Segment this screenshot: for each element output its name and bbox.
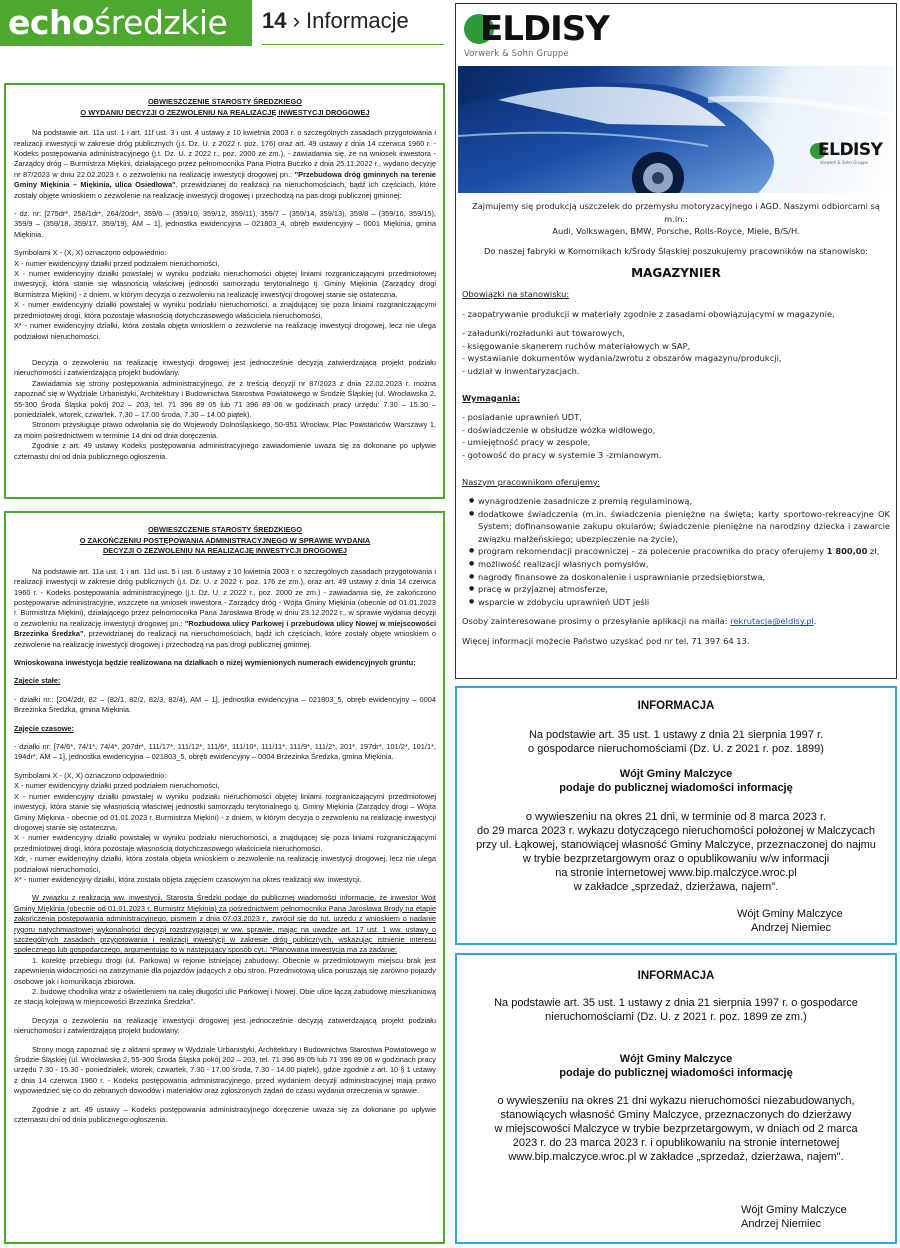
info-legal-basis: Na podstawie art. 35 ust. 1 ustawy z dnia 21 sierpnia 1997 r. o gospodarce nieruchomościami (Dz. U. z 2021 r. poz. 1899 ze zm.) [494,997,858,1023]
duty-item: - załadunki/rozładunki aut towarowych, [462,328,625,339]
car-photo [458,66,894,193]
notice-paragraph: X - numer ewidencyjny działki powstałej w wyniku podziału nieruchomości, a znajdującej się poza liniami rozgraniczającymi przedmiotowej drogi, która pozostaje własnością dotychczasowego właściciela nieruchomości, [14,300,436,320]
apply-line: Osoby zainteresowane prosimy o przesyłanie aplikacji na maila: rekrutacja@eldisy.pl. [462,616,817,627]
offer-item-referral: ● program rekomendacji pracowniczej – za polecenie pracownika do pracy oferujemy 1 800,00 zł, [478,545,890,558]
info-heading: Wójt Gminy Malczyce podaje do publicznej wiadomości informację [559,768,793,794]
offer-item: ● możliwość realizacji własnych pomysłów, [478,558,890,571]
eldisy-logo-text: ELDISY [480,9,609,49]
eldisy-tagline: Vorwerk & Sohn Gruppe [464,48,569,58]
notice-paragraph: Zgodnie z art. 49 ustawy – Kodeks postępowania administracyjnego doręczenie uważa się za dokonane po upływie czternastu dni od dnia publicznego ogłoszenia. [14,1104,436,1125]
notice-paragraph: Decyzja o zezwoleniu na realizację inwestycji drogowej jest jednocześnie decyzją zatwierdzającą projekt podziału nieruchomości i zatwierdzającą projekt budowlany. [14,357,436,378]
requirement-item: - umiejętność pracy w zespole, [462,437,591,448]
newspaper-logo-text [8,2,227,44]
notice-paragraph: X* - numer ewidencyjny działki, która została objęta wnioskiem o zezwolenie na realizację inwestycji drogowej, lecz nie ulega podziałowi nieruchomości. [14,321,436,341]
logo-bold-part: echo [8,3,95,42]
notice-paragraph: X - numer ewidencyjny działki przed podziałem nieruchomości, [14,258,220,268]
notice-decision-issued [4,83,445,499]
notice-paragraph: Stronom przysługuje prawo odwołania się do Wojewody Dolnośląskiego, 50-951 Wrocław, Plac Powstańców Warszawy 1, za moim pośrednictwem w terminie 14 dni od dnia doręczenia. [14,420,436,440]
info-box-lease [455,686,897,945]
ad-position-title: MAGAZYNIER [631,266,721,281]
info-box-lease-land [455,953,897,1244]
notice-title: OBWIESZCZENIE STAROSTY ŚREDZKIEGO O ZAKOŃCZENIU POSTĘPOWANIA ADMINISTRACYJNEGO W SPRAWIE WYDANIA DECYZJI O ZEZWOLENIU NA REALIZACJĘ INWESTYCJI DROGOWEJ [79,525,371,556]
ad-clients: Audi, Volkswagen, BMW, Porsche, Rolls-Royce, Miele, B/S/H. [552,226,800,237]
notice-subheading: Zajęcie czasowe: [14,723,74,733]
notice-paragraph: Symbolami X - (X, X) oznaczono odpowiednio: [14,770,167,780]
logo-rest-part: średzkie [94,3,228,42]
info-signature: Wójt Gminy Malczyce Andrzej Niemiec [737,908,843,934]
notice-paragraph: 1. korektę przebiegu drogi (ul. Parkowa) w rejonie istniejącej zabudowy. Obecnie w przedmiotowym miejscu brak jest zapewnienia widoczności na zatrzymanie dla pojazdów jadących z obu stron. Przedmiotową ulica poruszają się zarówno pojazdy osobowe jak i komunikacja zbiorowa. [14,955,436,986]
notice-paragraph: X - numer ewidencyjny działki powstałej w wyniku podziału nieruchomości, a znajdującej się poza liniami rozgraniczającymi przedmiotowej drogi, która pozostaje własnością dotychczasowego właściciela nieruchomości, [14,833,436,853]
notice-proceedings-completed [4,511,445,1244]
duties-heading: Obowiązki na stanowisku: [462,288,570,299]
offer-item: ● wsparcie w zdobyciu uprawnień UDT jeśli [478,596,890,609]
notice-paragraph: 2. budowę chodnika wraz z oświetleniem na całej długości ulic Parkowej i Nowej. Obie ulice łączą zabudowę mieszkaniową ze stacją kolejową w miejscowości Brzezinka Średzka". [14,987,436,1007]
requirements-heading: Wymagania: [462,392,521,403]
notice-paragraph: Na podstawie art. 11a ust. 1 i art. 11f ust. 3 i ust. 4 ustawy z 10 kwietnia 2003 r. o szczególnych zasadach przygotowania i realizacji inwestycji w zakresie dróg publicznych (j.t. Dz. U. z 2022 r. poz. 176) oraz art. 49 ustawy z dnia 14 czerwca 1960 r. - Kodeks postępowania administracyjnego (j.t. Dz. U. z 2022 r., poz. 2000 ze zm.), - zawiadamia się, że na wniosek inwestora - Zarządcy dróg – Burmistrza Miękini, działającego przez pełnomocnika Pana Piotra Buczko z dnia 25.11.2022 r., wydano decyzję nr 87/2023 w dniu 22.02.2023 r. o zezwoleniu na realizację inwestycji drogowej pn.: "Przebudowa dróg gminnych na terenie Gminy Miękinia – Miękinia, ulica Osiedlowa", przewidzianej do realizacji na nieruchomościach, bądź ich częściach, które zostały objęte wnioskiem o zezwolenie na realizację inwestycji drogowej i przechodzą na pas drogi publicznej gminnej: [14,128,436,200]
offer-heading: Naszym pracownikom oferujemy: [462,476,601,487]
notice-paragraph: Zawiadamia się strony postępowania administracyjnego, że z treścią decyzji nr 87/2023 z dnia 22.02.2023 r. można zapoznać się w Wydziale Urbanistyki, Architektury i Budownictwa Starostwa Powiatowego w Środzie Śląskiej (ul. Wrocławska 2, 55-300 Środa Śląska pokój 202 – 203, tel. 71 396 89 05 lub 71 396 89 06 w godzinach pracy urzędu: 7.30 – 15.30 – poniedziałek, wtorek, czwartek, 7.30 – 17.00 środa, 7.30 – 14.00 piątek). [14,378,436,419]
notice-paragraph: X - numer ewidencyjny działki powstałej w wyniku podziału nieruchomości objętej liniami rozgraniczającymi przedmiotowej inwestycji, która stanie się własnością właściwej jednostki samorządu terytorialnego tj. Gminy Miękinia (Zarządcy drogi – Wójta Gminy Miękinia - obecnie od 01.01.2023 r. Burmistrza Miękini) - z dniem, w którym decyzja o zezwoleniu na realizację inwestycji drogowej stanie się ostateczna, [14,791,436,832]
ad-header [456,4,896,66]
notice-paragraph: Symbolami X - (X, X) oznaczono odpowiednio: [14,248,167,258]
eldisy-small-logo-text: ELDISY [818,140,883,160]
notice-paragraph: Wnioskowana inwestycja będzie realizowana na działkach o niżej wymienionych numerach ewidencyjnych gruntu: [14,658,416,668]
requirement-item: - gotowość do pracy w systemie 3 -zmianowym. [462,449,662,460]
ad-body [462,200,890,648]
requirement-item: - doświadczenie w obsłudze wózka widłowego, [462,424,656,435]
notice-paragraph: Xdr, - numer ewidencyjny działki, która została objęta wnioskiem o zezwolenie na realizację inwestycji drogowej, lecz nie ulega podziałowi nieruchomości, [14,854,436,874]
requirement-item: - posiadanie uprawnień UDT, [462,412,582,423]
notice-paragraph: - działki nr.: [204/2dr, 82 – (82/1, 82/2, 82/3, 82/4), AM – 1], jednostka ewidencyjna – 021803_5, obręb ewidencyjny – 0004 Brzezinka Średzka, gmina Miękinia. [14,694,436,715]
duty-item: - udział w inwentaryzacjach. [462,365,580,376]
ad-recruitment-text: Do naszej fabryki w Komornikach k/Środy Śląskiej poszukujemy pracowników na stanowisko: [484,245,868,256]
info-heading: Wójt Gminy Malczyce podaje do publicznej wiadomości informację [559,1053,793,1079]
notice-subheading: Zajęcie stałe: [14,676,61,686]
duty-item: - zaopatrywanie produkcji w materiały zgodnie z zasadami obowiązującymi w magazynie, [462,308,835,319]
ad-intro: Zajmujemy się produkcją uszczelek do przemysłu motoryzacyjnego i AGD. Naszymi odbiorcami są m.in.: [472,201,880,224]
masthead [0,0,448,46]
info-title: INFORMACJA [637,970,715,982]
notice-paragraph: X - numer ewidencyjny działki powstałej w wyniku podziału nieruchomości objętej liniami rozgraniczającymi przedmiotowej inwestycji, która stanie się własnością właściwej jednostki samorządu terytorialnego tj. Gminy Miękinia (Zarządcy drogi Burmistrza Miękini) - z dniem, w którym decyzja o zezwoleniu na realizację inwestycji drogowej stanie się ostateczna, [14,269,436,299]
info-body: o wywieszeniu na okres 21 dni wykazu nieruchomości niezabudowanych, stanowiących własność Gminy Malczyce, przeznaczonych do dzierżawy w miejscowości Malczyce w trybie bezprzetargowym, w dniach od 2 marca 2023 r. do 23 marca 2023 r. i opublikowaniu na stronie internetowej www.bip.malczyce.wroc.pl w zakładce „sprzedaż, dzierżawa, najem". [494,1095,858,1163]
more-info-phone: Więcej informacji możecie Państwo uzyskać pod nr tel. 71 397 64 13. [462,636,750,647]
info-signature: Wójt Gminy Malczyce Andrzej Niemiec [741,1204,847,1230]
section-name: › Informacje [292,8,409,33]
eldisy-job-ad [455,3,897,679]
info-title: INFORMACJA [637,700,715,712]
car-illustration-icon [458,66,894,193]
notice-paragraph: Strony mogą zapoznać się z aktami sprawy w Wydziale Urbanistyki, Architektury i Budownictwa Starostwa Powiatowego w Środzie Śląskiej (ul. Wrocławska 2, 55-300 Środa Śląska pokój 202 – 203, tel. 71 396 89 05 lub 71 396 89 06 w godzinach pracy urzędu 7.30 - 15.30 - poniedziałek, wtorek, czwartek, 7.30 - 17.00 środa, 7.30 - 14.00 piątek), gdzie zgodnie z art. 10 § 1 ustawy z dnia 14 czerwca 1960 r. - Kodeks postępowania administracyjnego, przed wydaniem decyzji administracyjnej mają prawo wypowiedzieć się co do zebranych dowodów i materiałów oraz zgłoszonych żądań do czasu wydania orzeczenia w sprawie. [14,1044,436,1096]
notice-paragraph: Zgodnie z art. 49 ustawy Kodeks postępowania administracyjnego zawiadomienie uważa się za dokonane po upływie czternastu dni od dnia publicznego ogłoszenia. [14,441,436,461]
apply-email-link[interactable]: rekrutacja@eldisy.pl [730,616,814,627]
notice-paragraph: X - numer ewidencyjny działki przed podziałem nieruchomości, [14,781,220,791]
notice-paragraph: - działki nr: [74/6*, 74/1*, 74/4*, 207dr*, 111/17*, 111/12*, 111/6*, 111/10*, 111/11*, 111/9*, 111/2*, 201*, 197dr*, 101/2*, 101/1*, 194dr*, AM – 1], jednostka ewidencyjna – 021803_5, obręb ewidencyjny – 0004 Brzezinka Średzka, gmina Miękinia. [14,742,436,762]
page-label [262,6,409,36]
info-legal-basis: Na podstawie art. 35 ust. 1 ustawy z dnia 21 sierpnia 1997 r. o gospodarce nieruchomościami (Dz. U. z 2021 r. poz. 1899) [528,729,824,755]
masthead-divider [262,44,444,45]
notice-paragraph: - dz. nr: [275dr*, 258/1dr*, 264/20dr*, 359/6 – (359/10, 359/12, 359/11), 359/7 – (359/14, 359/13), 359/8 – (359/16, 359/15), 359/9 – (359/18, 359/17, 359/19), AM – 1], jednostka ewidencyjna – 021803_4, obręb ewidencyjny – 0001 Miękinia, gmina Miękinia. [14,209,436,239]
info-body: o wywieszeniu na okres 21 dni, w terminie od 8 marca 2023 r. do 29 marca 2023 r. wykazu dotyczącego nieruchomości położonej w Malczycach przy ul. Łąkowej, stanowiącej własność Gminy Malczyce, przeznaczonej do najmu w trybie bezprzetargowym oraz o opublikowaniu w/w informacji na stronie internetowej www.bip.malczyce.wroc.pl w zakładce „sprzedaż, dzierżawa, najem". [476,811,876,893]
page-number: 14 [262,8,287,33]
newspaper-logo [0,0,252,46]
offer-item: ● wynagrodzenie zasadnicze z premią regulaminową, [478,495,890,508]
duty-item: - wystawianie dokumentów wydania/zwrotu z obszarów magazynu/produkcji, [462,353,782,364]
eldisy-small-tagline: Vorwerk & Sohn Gruppe [820,160,869,165]
offer-list [462,495,890,608]
duty-item: - księgowanie skanerem ruchów materiałowych w SAP, [462,340,691,351]
notice-paragraph: Decyzja o zezwoleniu na realizację inwestycji drogowej jest jednocześnie decyzją zatwierdzającą projekt podziału nieruchomości i zatwierdzającą projekt budowlany. [14,1015,436,1036]
offer-item: ● pracę w przyjaznej atmosferze, [478,583,890,596]
notice-paragraph: X* - numer ewidencyjny działki, która została objęta zajęciem czasowym na okres realizacji ww. inwestycji. [14,874,362,884]
notice-paragraph: Na podstawie art. 11a ust. 1 i art. 11d ust. 5 i ust. 6 ustawy z 10 kwietnia 2003 r. o szczególnych zasadach przygotowania i realizacji inwestycji w zakresie dróg publicznych (j.t. Dz. U. z 2022 r. poz. 176 ze zm.), oraz art. 49 ustawy z dnia 14 czerwca 1960 r. - Kodeks postępowania administracyjnego (j.t. Dz. U. z 2022 r., poz. 2000 ze zm.) - zawiadamia się, że zakończono postępowanie administracyjne, wszczęte na wniosek inwestora - Zarządcy dróg - Wójta Gminy Miękinia (obecnie od 01.01.2023 r. Burmistrza Miękini), działającego przez pełnomocnika Pana Jarosława Brodę w dniu 23.12.2022 r., w sprawie wydania decyzji o zezwoleniu na realizację inwestycji drogowej pn.: "Rozbudowa ulicy Parkowej i przebudowa ulicy Nowej w miejscowości Brzezinka Średzka", przewidzianej do realizacji na nieruchomościach, bądź ich częściach, które zostały objęte wnioskiem o zezwolenie na realizację inwestycji drogowej i przechodzą na pas drogi publicznej gminnej. [14,566,436,649]
offer-item: ● nagrody finansowe za doskonalenie i usprawnianie przedsiębiorstwa, [478,571,890,584]
notice-title: OBWIESZCZENIE STAROSTY ŚREDZKIEGO O WYDANIU DECYZJI O ZEZWOLENIU NA REALIZACJĘ INWESTYCJI DROGOWEJ [80,97,370,117]
notice-paragraph: W związku z realizacją ww. inwestycji, Starosta Średzki podaje do publicznej wiadomości informację, że inwestor Wójt Gminy Miękinia (obecnie od 01.01.2023 r. Burmistrz Miękinia) za pośrednictwem pełnomocnika Pana Jarosława Brody na etapie zakończenia postępowania administracyjnego, pismem z dnia 07.03.2023 r., zwrócił się do tut. urzędu z wnioskiem o nadanie rygoru natychmiastowej wykonalności decyzji rozstrzygającej w ww. sprawie, mając na uwadze art. 17 ust. 1 ww. ustawy o szczególnych zasadach przygotowania i realizacji inwestycji w zakresie dróg publicznych, wskazując istnienie interesu społecznego lub gospodarczego, argumentując to w następujący sposób cyt.: "Planowana inwestycja ma za zadanie: [14,893,436,955]
offer-item: ● dodatkowe świadczenia (m.in. świadczenia pieniężne na święta; karty sportowo-rekreacyjne OK System; dofinansowanie zakupu okularów; świadczenie pieniężne na narodziny dziecka i zawarcie związku małżeńskiego; ubezpieczenie na życie), [478,508,890,546]
